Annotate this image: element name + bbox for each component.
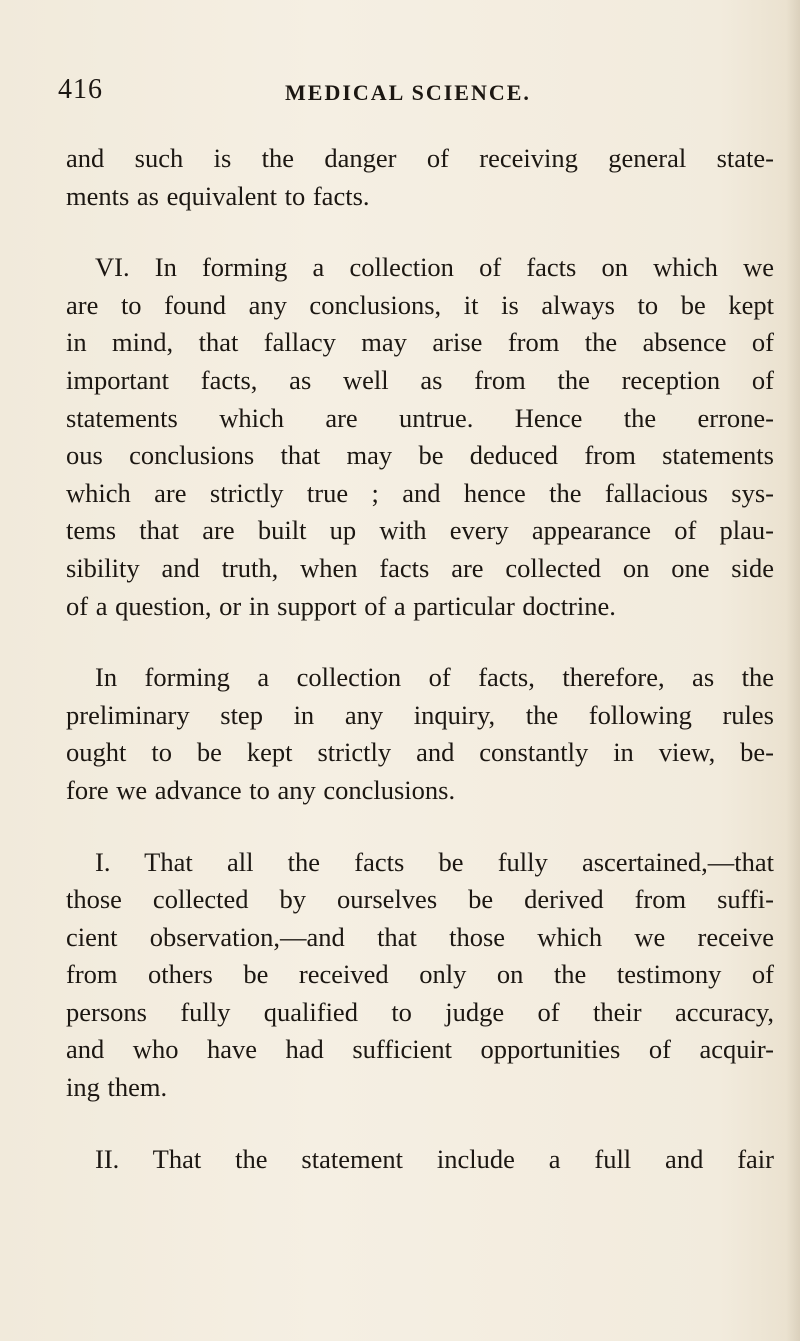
- running-head: [58, 74, 658, 114]
- text-line: I. That all the facts be fully ascertained,—that: [95, 846, 774, 877]
- paragraph-2: [66, 249, 774, 625]
- paragraph-3: [66, 659, 774, 809]
- text-line: ments as equivalent to facts.: [66, 180, 370, 211]
- text-line: tems that are built up with every appearance of plau-: [66, 515, 774, 546]
- text-line: fore we advance to any conclusions.: [66, 774, 456, 805]
- page-number: 416: [58, 74, 103, 105]
- text-line: which are strictly true ; and hence the fallacious sys-: [66, 477, 774, 508]
- text-line: cient observation,—and that those which we receive: [66, 921, 774, 952]
- paragraph-1: [66, 140, 774, 215]
- text-line: statements which are untrue. Hence the errone-: [66, 402, 774, 433]
- text-line: of a question, or in support of a particular doctrine.: [66, 590, 616, 621]
- paragraph-5: [66, 1141, 774, 1179]
- text-line: VI. In forming a collection of facts on which we: [95, 252, 774, 283]
- body-text: [66, 140, 774, 1178]
- text-line: and such is the danger of receiving general state-: [66, 143, 774, 173]
- paragraph-4: [66, 844, 774, 1107]
- page-edge-shadow: [786, 0, 800, 1341]
- text-line: In forming a collection of facts, therefore, as the: [95, 662, 774, 693]
- text-line: persons fully qualified to judge of their accuracy,: [66, 996, 774, 1027]
- text-line: from others be received only on the testimony of: [66, 959, 774, 990]
- text-line: II. That the statement include a full and fair: [95, 1143, 774, 1174]
- text-line: in mind, that fallacy may arise from the absence of: [66, 327, 774, 358]
- text-line: ing them.: [66, 1072, 168, 1103]
- text-line: ought to be kept strictly and constantly in view, be-: [66, 737, 774, 768]
- text-line: ous conclusions that may be deduced from statements: [66, 440, 774, 471]
- text-line: are to found any conclusions, it is always to be kept: [66, 289, 774, 320]
- text-line: and who have had sufficient opportunities of acquir-: [66, 1034, 774, 1065]
- text-line: those collected by ourselves be derived from suffi-: [66, 884, 774, 915]
- text-line: preliminary step in any inquiry, the following rules: [66, 699, 774, 730]
- running-title: MEDICAL SCIENCE.: [285, 80, 531, 105]
- text-line: sibility and truth, when facts are collected on one side: [66, 552, 774, 583]
- text-line: important facts, as well as from the reception of: [66, 364, 774, 395]
